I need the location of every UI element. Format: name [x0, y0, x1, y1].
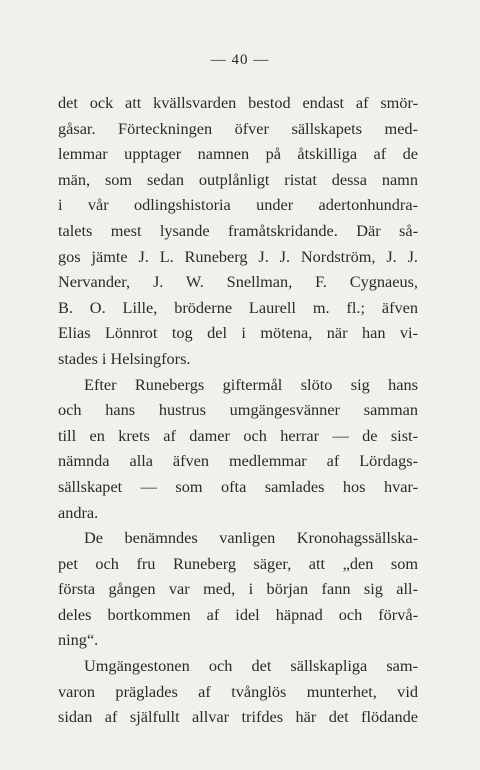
- text-line: till en krets af damer och herrar — de sist-: [58, 425, 418, 445]
- text-line: första gången var med, i början fann sig all-: [58, 579, 418, 599]
- text-line: och hans hustrus umgängesvänner samman: [58, 400, 418, 420]
- text-line: i vår odlingshistoria under adertonhundra-: [58, 195, 418, 215]
- text-line: Elias Lönnrot tog del i mötena, när han vi-: [58, 323, 418, 343]
- text-line: andra.: [58, 502, 99, 522]
- text-line: sidan af själfullt allvar trifdes här det flödande: [58, 707, 418, 727]
- text-line: deles bortkommen af idel häpnad och förvå-: [58, 604, 418, 624]
- text-line: sällskapet — som ofta samlades hos hvar-: [58, 476, 418, 496]
- text-line: De benämndes vanligen Kronohagssällska-: [84, 528, 418, 548]
- text-line: B. O. Lille, bröderne Laurell m. fl.; äfven: [58, 297, 418, 317]
- text-line: nämnda alla äfven medlemmar af Lördags-: [58, 451, 418, 471]
- page-number: — 40 —: [210, 52, 270, 68]
- text-line: stades i Helsingfors.: [58, 348, 191, 368]
- text-line: Efter Runebergs giftermål slöto sig hans: [84, 374, 418, 394]
- text-line: gos jämte J. L. Runeberg J. J. Nordström, J. J.: [58, 246, 418, 266]
- text-line: pet och fru Runeberg säger, att „den som: [58, 553, 418, 573]
- text-line: Umgängestonen och det sällskapliga sam-: [84, 656, 418, 676]
- body-text: [58, 90, 418, 730]
- text-line: män, som sedan outplånligt ristat dessa namn: [58, 169, 418, 189]
- text-line: lemmar upptager namnen på åtskilliga af de: [58, 144, 418, 164]
- text-line: Nervander, J. W. Snellman, F. Cygnaeus,: [58, 272, 418, 292]
- text-line: det ock att kvällsvarden bestod endast af smör-: [58, 93, 418, 112]
- text-line: gåsar. Förteckningen öfver sällskapets med-: [58, 118, 418, 138]
- text-line: talets mest lysande framåtskridande. Där så-: [58, 220, 418, 240]
- text-line: ning“.: [58, 630, 99, 650]
- text-line: varon präglades af tvånglös munterhet, vid: [58, 681, 418, 701]
